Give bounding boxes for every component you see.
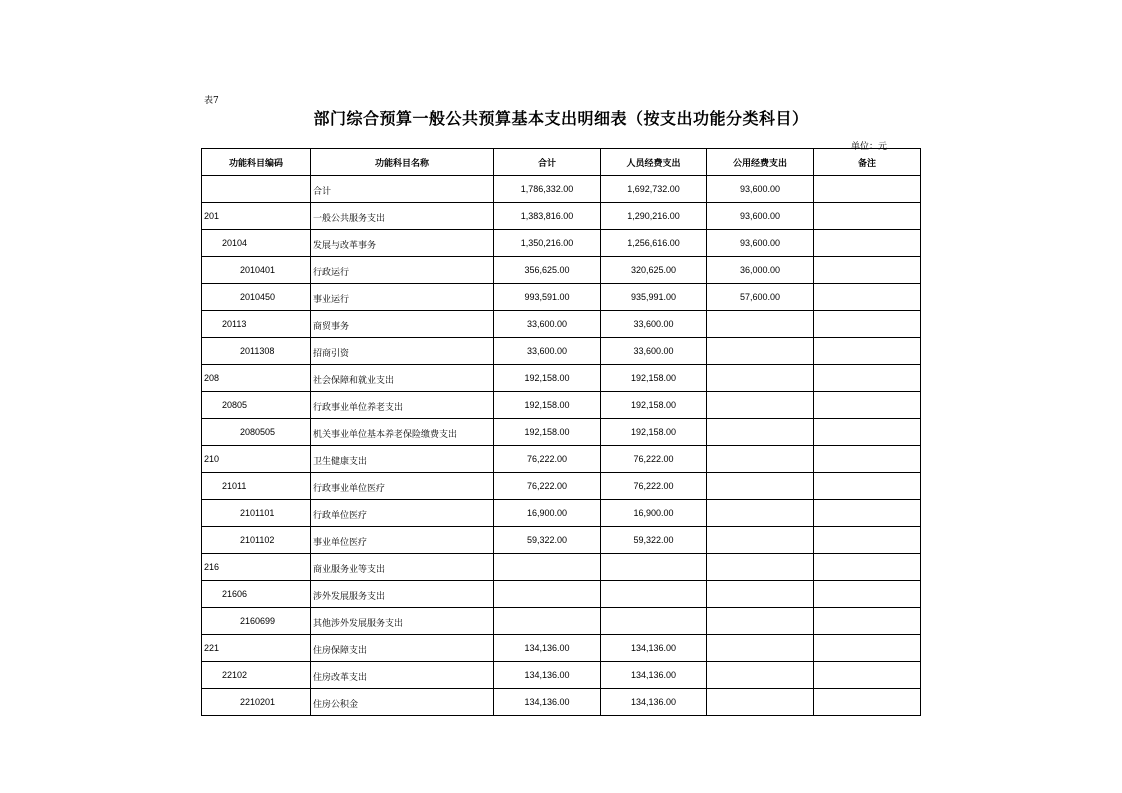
header-code: 功能科目编码 — [202, 149, 311, 176]
cell-name: 机关事业单位基本养老保险缴费支出 — [311, 419, 494, 446]
cell-code: 2210201 — [202, 689, 311, 716]
budget-table — [201, 148, 921, 716]
cell-public — [707, 689, 814, 716]
table-body — [202, 176, 921, 716]
cell-public — [707, 608, 814, 635]
cell-code: 201 — [202, 203, 311, 230]
table-row — [202, 689, 921, 716]
table-row — [202, 176, 921, 203]
cell-personnel: 192,158.00 — [601, 365, 707, 392]
table-row — [202, 257, 921, 284]
page-title: 部门综合预算一般公共预算基本支出明细表（按支出功能分类科目） — [313, 109, 809, 128]
cell-name: 住房保障支出 — [311, 635, 494, 662]
cell-code: 2010401 — [202, 257, 311, 284]
cell-remark — [814, 527, 921, 554]
cell-public: 93,600.00 — [707, 230, 814, 257]
cell-code: 2160699 — [202, 608, 311, 635]
cell-code: 2010450 — [202, 284, 311, 311]
cell-name: 社会保障和就业支出 — [311, 365, 494, 392]
cell-remark — [814, 446, 921, 473]
table-row — [202, 473, 921, 500]
cell-code: 2011308 — [202, 338, 311, 365]
cell-code: 2080505 — [202, 419, 311, 446]
cell-personnel: 33,600.00 — [601, 338, 707, 365]
cell-personnel — [601, 554, 707, 581]
cell-personnel: 192,158.00 — [601, 392, 707, 419]
cell-remark — [814, 473, 921, 500]
cell-code — [202, 176, 311, 203]
header-personnel: 人员经费支出 — [601, 149, 707, 176]
cell-code: 2101102 — [202, 527, 311, 554]
cell-public — [707, 338, 814, 365]
table-row — [202, 311, 921, 338]
table-row — [202, 230, 921, 257]
table-row — [202, 581, 921, 608]
cell-public: 36,000.00 — [707, 257, 814, 284]
cell-total: 192,158.00 — [494, 365, 601, 392]
cell-total: 134,136.00 — [494, 689, 601, 716]
cell-personnel: 134,136.00 — [601, 689, 707, 716]
cell-total: 1,383,816.00 — [494, 203, 601, 230]
cell-name: 住房改革支出 — [311, 662, 494, 689]
cell-total: 33,600.00 — [494, 311, 601, 338]
cell-remark — [814, 284, 921, 311]
cell-personnel: 1,692,732.00 — [601, 176, 707, 203]
cell-code: 20104 — [202, 230, 311, 257]
cell-personnel: 192,158.00 — [601, 419, 707, 446]
cell-remark — [814, 176, 921, 203]
cell-personnel — [601, 581, 707, 608]
cell-name: 住房公积金 — [311, 689, 494, 716]
cell-code: 216 — [202, 554, 311, 581]
cell-personnel: 76,222.00 — [601, 446, 707, 473]
cell-remark — [814, 365, 921, 392]
cell-name: 行政运行 — [311, 257, 494, 284]
cell-remark — [814, 689, 921, 716]
cell-total: 59,322.00 — [494, 527, 601, 554]
cell-total: 1,350,216.00 — [494, 230, 601, 257]
table-row — [202, 527, 921, 554]
cell-remark — [814, 392, 921, 419]
cell-personnel: 134,136.00 — [601, 662, 707, 689]
cell-total — [494, 554, 601, 581]
cell-name: 商贸事务 — [311, 311, 494, 338]
cell-total: 192,158.00 — [494, 392, 601, 419]
cell-remark — [814, 500, 921, 527]
cell-name: 涉外发展服务支出 — [311, 581, 494, 608]
cell-remark — [814, 419, 921, 446]
table-row — [202, 392, 921, 419]
cell-total — [494, 608, 601, 635]
cell-public — [707, 635, 814, 662]
table-row — [202, 662, 921, 689]
cell-remark — [814, 257, 921, 284]
cell-remark — [814, 203, 921, 230]
cell-total: 16,900.00 — [494, 500, 601, 527]
cell-remark — [814, 662, 921, 689]
cell-public — [707, 581, 814, 608]
cell-total: 356,625.00 — [494, 257, 601, 284]
cell-remark — [814, 338, 921, 365]
cell-remark — [814, 554, 921, 581]
cell-name: 行政单位医疗 — [311, 500, 494, 527]
cell-name: 招商引资 — [311, 338, 494, 365]
table-row — [202, 419, 921, 446]
cell-code: 22102 — [202, 662, 311, 689]
cell-name: 事业单位医疗 — [311, 527, 494, 554]
cell-remark — [814, 635, 921, 662]
cell-name: 商业服务业等支出 — [311, 554, 494, 581]
table-row — [202, 365, 921, 392]
cell-name: 发展与改革事务 — [311, 230, 494, 257]
cell-personnel: 33,600.00 — [601, 311, 707, 338]
cell-public — [707, 527, 814, 554]
cell-public — [707, 473, 814, 500]
cell-name: 卫生健康支出 — [311, 446, 494, 473]
cell-total: 76,222.00 — [494, 473, 601, 500]
header-total: 合计 — [494, 149, 601, 176]
cell-personnel: 1,290,216.00 — [601, 203, 707, 230]
cell-public — [707, 446, 814, 473]
cell-public — [707, 392, 814, 419]
cell-code: 210 — [202, 446, 311, 473]
header-name: 功能科目名称 — [311, 149, 494, 176]
table-row — [202, 500, 921, 527]
cell-total: 993,591.00 — [494, 284, 601, 311]
cell-code: 21606 — [202, 581, 311, 608]
cell-personnel: 16,900.00 — [601, 500, 707, 527]
cell-public: 57,600.00 — [707, 284, 814, 311]
table-row — [202, 608, 921, 635]
cell-total: 1,786,332.00 — [494, 176, 601, 203]
cell-public — [707, 662, 814, 689]
header-remark: 备注 — [814, 149, 921, 176]
table-row — [202, 446, 921, 473]
table-row — [202, 635, 921, 662]
cell-remark — [814, 230, 921, 257]
cell-name: 事业运行 — [311, 284, 494, 311]
cell-public: 93,600.00 — [707, 203, 814, 230]
cell-public — [707, 365, 814, 392]
cell-code: 208 — [202, 365, 311, 392]
cell-public — [707, 311, 814, 338]
cell-remark — [814, 581, 921, 608]
cell-code: 2101101 — [202, 500, 311, 527]
cell-total — [494, 581, 601, 608]
cell-remark — [814, 311, 921, 338]
cell-personnel: 935,991.00 — [601, 284, 707, 311]
cell-personnel — [601, 608, 707, 635]
cell-public — [707, 554, 814, 581]
cell-personnel: 134,136.00 — [601, 635, 707, 662]
cell-code: 21011 — [202, 473, 311, 500]
table-row — [202, 554, 921, 581]
table-row — [202, 284, 921, 311]
cell-personnel: 320,625.00 — [601, 257, 707, 284]
cell-code: 20113 — [202, 311, 311, 338]
unit-label: 单位：元 — [851, 142, 888, 152]
cell-name: 行政事业单位养老支出 — [311, 392, 494, 419]
table-row — [202, 203, 921, 230]
cell-code: 221 — [202, 635, 311, 662]
header-public: 公用经费支出 — [707, 149, 814, 176]
table-header-row — [202, 149, 921, 176]
table-row — [202, 338, 921, 365]
cell-total: 134,136.00 — [494, 662, 601, 689]
cell-public — [707, 500, 814, 527]
cell-name: 一般公共服务支出 — [311, 203, 494, 230]
cell-personnel: 76,222.00 — [601, 473, 707, 500]
cell-personnel: 59,322.00 — [601, 527, 707, 554]
cell-total: 134,136.00 — [494, 635, 601, 662]
cell-total: 76,222.00 — [494, 446, 601, 473]
cell-total: 192,158.00 — [494, 419, 601, 446]
cell-name: 合计 — [311, 176, 494, 203]
cell-name: 行政事业单位医疗 — [311, 473, 494, 500]
cell-code: 20805 — [202, 392, 311, 419]
cell-public: 93,600.00 — [707, 176, 814, 203]
cell-total: 33,600.00 — [494, 338, 601, 365]
cell-remark — [814, 608, 921, 635]
table-number: 表7 — [204, 96, 219, 106]
cell-public — [707, 419, 814, 446]
cell-name: 其他涉外发展服务支出 — [311, 608, 494, 635]
cell-personnel: 1,256,616.00 — [601, 230, 707, 257]
